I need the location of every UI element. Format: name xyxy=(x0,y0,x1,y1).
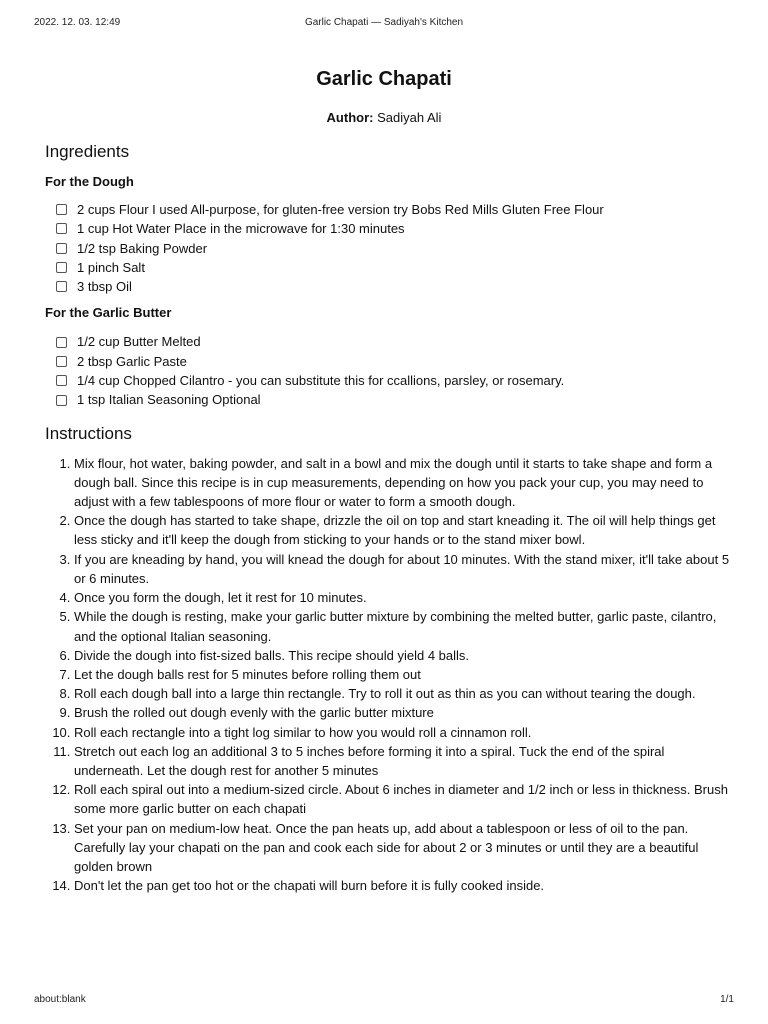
recipe-content xyxy=(45,142,735,895)
ingredient-checkbox[interactable] xyxy=(56,223,67,234)
ingredient-group-heading: For the Dough xyxy=(45,174,134,189)
instruction-step: 1. Mix flour, hot water, baking powder, and salt in a bowl and mix the dough until it starts to take shape and form a dough ball. Since this recipe is in cup measurements, depending on how you pack your cup, you may need to adjust with a few tablespoons of more flour or water to form a smooth dough. xyxy=(74,454,735,512)
author-label: Author: xyxy=(326,110,374,125)
ingredient-text: 1 cup Hot Water Place in the microwave for 1:30 minutes xyxy=(77,221,405,237)
instruction-step: 10. Roll each rectangle into a tight log similar to how you would roll a cinnamon roll. xyxy=(74,723,735,742)
ingredient-text: 1 pinch Salt xyxy=(77,259,145,275)
ingredient-checkbox[interactable] xyxy=(56,395,67,406)
ingredient-list-dough xyxy=(45,200,735,296)
ingredient-item xyxy=(56,371,735,390)
instruction-step: 9. Brush the rolled out dough evenly with the garlic butter mixture xyxy=(74,703,735,722)
ingredient-text: 2 tbsp Garlic Paste xyxy=(77,353,187,369)
ingredient-item xyxy=(56,390,735,409)
ingredient-text: 1/2 tsp Baking Powder xyxy=(77,240,208,256)
ingredients-heading: Ingredients xyxy=(45,142,130,161)
instruction-step: 13. Set your pan on medium-low heat. Once the pan heats up, add about a tablespoon or less of oil to the pan. Carefully lay your chapati on the pan and cook each side for about 2 or 3 minutes or until they are a beautiful golden brown xyxy=(74,819,735,877)
instruction-step: 7. Let the dough balls rest for 5 minutes before rolling them out xyxy=(74,665,735,684)
recipe-title: Garlic Chapati xyxy=(316,68,452,90)
ingredient-list-garlic-butter xyxy=(45,332,735,409)
ingredient-checkbox[interactable] xyxy=(56,262,67,273)
print-url: about:blank xyxy=(34,994,86,1005)
ingredient-checkbox[interactable] xyxy=(56,375,67,386)
instruction-step: 14. Don't let the pan get too hot or the chapati will burn before it is fully cooked inside. xyxy=(74,876,735,895)
ingredient-item xyxy=(56,219,735,238)
ingredient-item xyxy=(56,258,735,277)
ingredient-text: 3 tbsp Oil xyxy=(77,279,132,295)
ingredient-item xyxy=(56,239,735,258)
instruction-step: 6. Divide the dough into fist-sized balls. This recipe should yield 4 balls. xyxy=(74,646,735,665)
print-date: 2022. 12. 03. 12:49 xyxy=(34,17,121,28)
instruction-step: 12. Roll each spiral out into a medium-sized circle. About 6 inches in diameter and 1/2 inch or less in thickness. Brush some more garlic butter on each chapati xyxy=(74,780,735,818)
instruction-step: 4. Once you form the dough, let it rest for 10 minutes. xyxy=(74,588,735,607)
ingredient-item xyxy=(56,277,735,296)
ingredient-item xyxy=(56,352,735,371)
page-count: 1/1 xyxy=(720,994,734,1005)
instruction-list xyxy=(45,454,735,896)
ingredient-item xyxy=(56,332,735,351)
ingredient-item xyxy=(56,200,735,219)
instructions-heading: Instructions xyxy=(45,423,132,443)
ingredient-text: 1/4 cup Chopped Cilantro - you can substitute this for ccallions, parsley, or rosemary. xyxy=(77,373,565,389)
ingredient-group-heading: For the Garlic Butter xyxy=(45,305,172,321)
instruction-step: 3. If you are kneading by hand, you will knead the dough for about 10 minutes. With the stand mixer, it'll take about 5 or 6 minutes. xyxy=(74,550,735,588)
ingredient-checkbox[interactable] xyxy=(56,243,67,254)
instruction-step: 2. Once the dough has started to take shape, drizzle the oil on top and start kneading it. The oil will help things get less sticky and it'll keep the dough from sticking to your hands or to the stand mixer bowl. xyxy=(74,511,735,549)
ingredient-text: 1/2 cup Butter Melted xyxy=(77,334,201,350)
ingredient-checkbox[interactable] xyxy=(56,337,67,348)
ingredient-checkbox[interactable] xyxy=(56,356,67,367)
ingredient-checkbox[interactable] xyxy=(56,281,67,292)
instruction-step: 5. While the dough is resting, make your garlic butter mixture by combining the melted butter, garlic paste, cilantro, and the optional Italian seasoning. xyxy=(74,607,735,645)
instruction-step: 11. Stretch out each log an additional 3 to 5 inches before forming it into a spiral. Tuck the end of the spiral underneath. Let the dough rest for another 5 minutes xyxy=(74,742,735,780)
author-line xyxy=(0,110,768,125)
ingredient-text: 2 cups Flour I used All-purpose, for gluten-free version try Bobs Red Mills Gluten Free Flour xyxy=(77,202,604,217)
print-header xyxy=(0,17,768,31)
ingredient-checkbox[interactable] xyxy=(56,204,67,215)
print-footer xyxy=(0,994,768,1008)
instruction-step: 8. Roll each dough ball into a large thin rectangle. Try to roll it out as thin as you can without tearing the dough. xyxy=(74,684,735,703)
author-name: Sadiyah Ali xyxy=(377,110,442,125)
ingredient-text: 1 tsp Italian Seasoning Optional xyxy=(77,392,261,408)
print-page-title: Garlic Chapati — Sadiyah's Kitchen xyxy=(304,17,464,28)
